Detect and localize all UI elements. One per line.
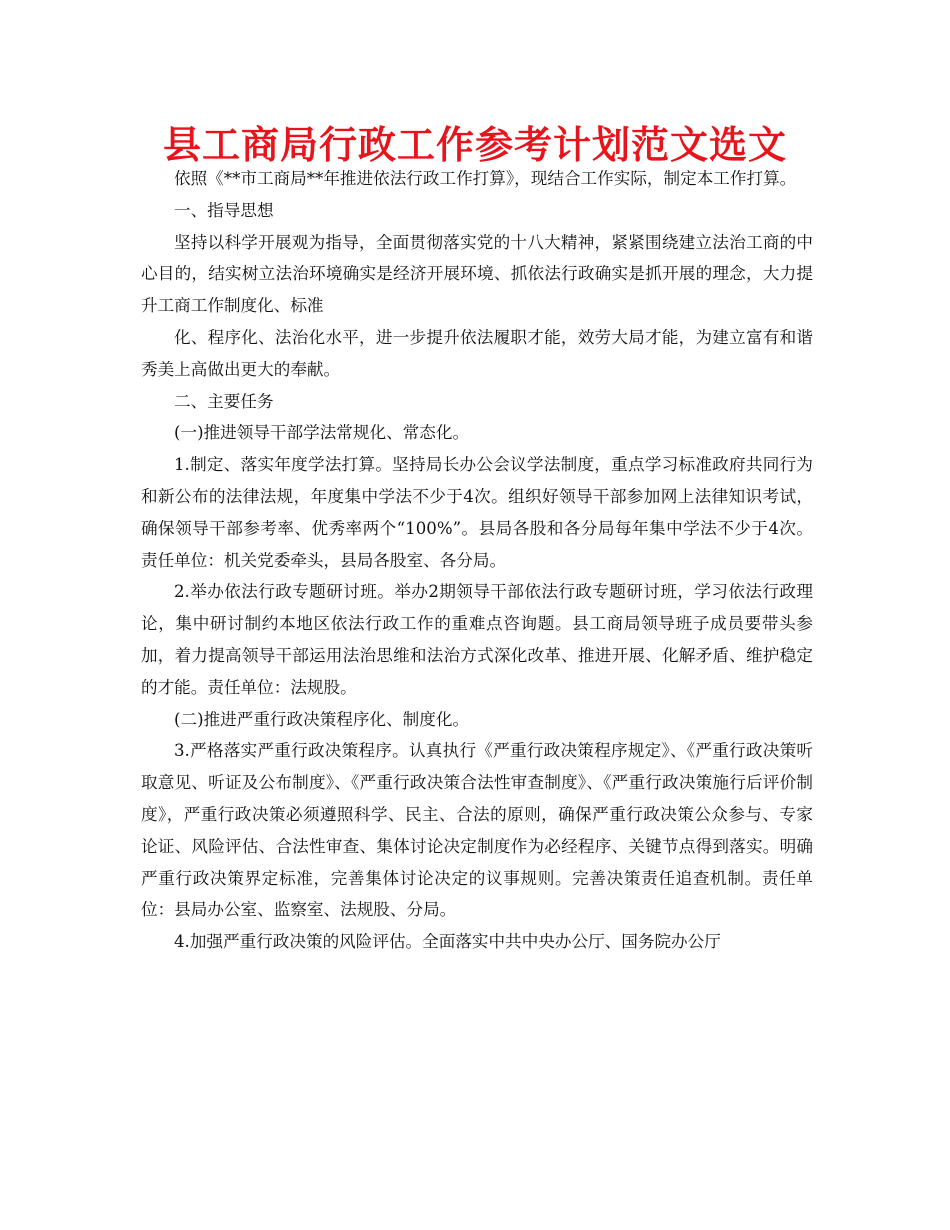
section-heading-guiding-ideology: 一、指导思想 bbox=[174, 200, 274, 220]
task-item-paragraph: 3.严格落实严重行政决策程序。认真执行《严重行政决策程序规定》、《严重行政决策听取意见、听证及公布制度》、《严重行政决策合法性审查制度》、《严重行政决策施行后评价制度》，严重行政决策必须遵照科学、民主、合法的原则，确保严重行政决策公众参与、专家论证、风险评估、合法性审查、集体讨论决定制度作为必经程序、关键节点得到落实。明确严重行政决策界定标准，完善集体讨论决定的议事规则。完善决策责任追查机制。责任单位：县局办公室、监察室、法规股、分局。 bbox=[141, 741, 813, 920]
section-heading-main-tasks: 二、主要任务 bbox=[174, 391, 274, 411]
subsection-heading: (二)推进严重行政决策程序化、制度化。 bbox=[174, 709, 470, 729]
subsection-heading: (一)推进领导干部学法常规化、常态化。 bbox=[174, 423, 470, 443]
intro-paragraph: 依照《**市工商局**年推进依法行政工作打算》，现结合工作实际，制定本工作打算。 bbox=[174, 169, 797, 188]
task-item-paragraph: 4.加强严重行政决策的风险评估。全面落实中共中央办公厅、国务院办公厅 bbox=[174, 932, 721, 952]
body-paragraph: 坚持以科学开展观为指导，全面贯彻落实党的十八大精神，紧紧围绕建立法治工商的中心目的，结实树立法治环境确实是经济开展环境、抓依法行政确实是抓开展的理念，大力提升工商工作制度化、标准 bbox=[141, 232, 813, 316]
document-body bbox=[141, 163, 813, 958]
document-title: 县工商局行政工作参考计划范文选文 bbox=[162, 123, 787, 167]
task-item-paragraph: 1.制定、落实年度学法打算。坚持局长办公会议学法制度，重点学习标准政府共同行为和新公布的法律法规，年度集中学法不少于4次。组织好领导干部参加网上法律知识考试，确保领导干部参考率、优秀率两个“100%”。县局各股和各分局每年集中学法不少于4次。责任单位：机关党委牵头，县局各股室、各分局。 bbox=[141, 455, 813, 570]
body-paragraph: 化、程序化、法治化水平，进一步提升依法履职才能，效劳大局才能，为建立富有和谐秀美上高做出更大的奉献。 bbox=[141, 327, 813, 379]
task-item-paragraph: 2.举办依法行政专题研讨班。举办2期领导干部依法行政专题研讨班，学习依法行政理论，集中研讨制约本地区依法行政工作的重难点咨询题。县工商局领导班子成员要带头参加，着力提高领导干部运用法治思维和法治方式深化改革、推进开展、化解矛盾、维护稳定的才能。责任单位：法规股。 bbox=[141, 582, 813, 697]
